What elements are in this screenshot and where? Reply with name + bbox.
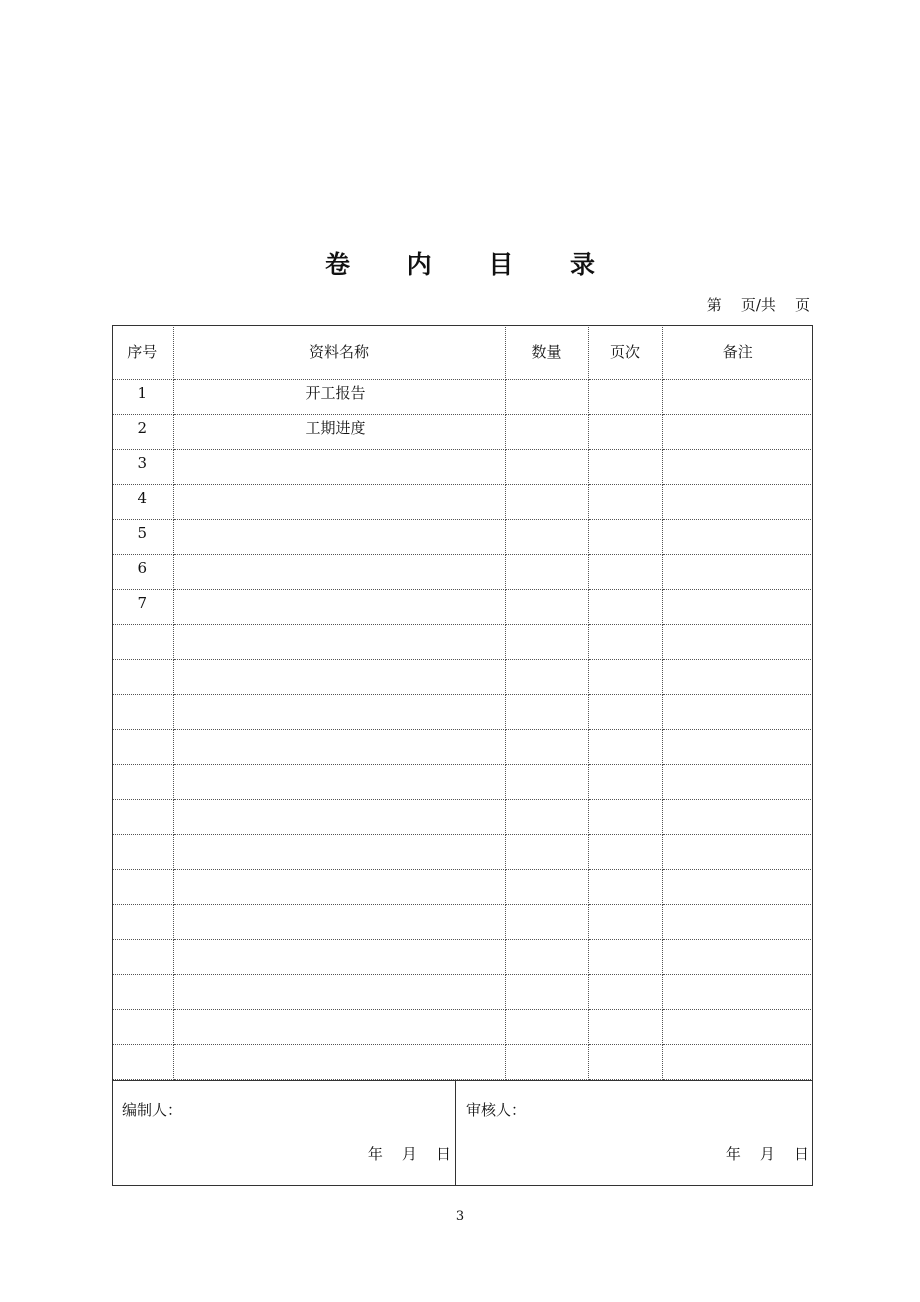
compiler-label: 编制人： [122, 1101, 183, 1119]
reviewer-label: 审核人： [466, 1101, 527, 1119]
row-index: 4 [112, 484, 173, 519]
row-index: 3 [112, 449, 173, 484]
header-page: 页次 [588, 325, 662, 379]
reviewer-date: 年 月 日 [725, 1145, 809, 1163]
page-count: 第 页/共 页 [706, 296, 810, 314]
header-quantity: 数量 [505, 325, 588, 379]
header-name: 资料名称 [173, 325, 505, 379]
row-index: 7 [112, 589, 173, 624]
header-remarks: 备注 [662, 325, 813, 379]
row-name: 工期进度 [173, 414, 505, 449]
row-index: 2 [112, 414, 173, 449]
row-index: 6 [112, 554, 173, 589]
table-frame [112, 325, 813, 1186]
row-index: 5 [112, 519, 173, 554]
row-name: 开工报告 [173, 379, 505, 414]
page-title: 卷 内 目 录 [324, 250, 620, 279]
compiler-date: 年 月 日 [367, 1145, 451, 1163]
header-index: 序号 [112, 325, 173, 379]
page-number: 3 [455, 1209, 465, 1224]
row-index: 1 [112, 379, 173, 414]
